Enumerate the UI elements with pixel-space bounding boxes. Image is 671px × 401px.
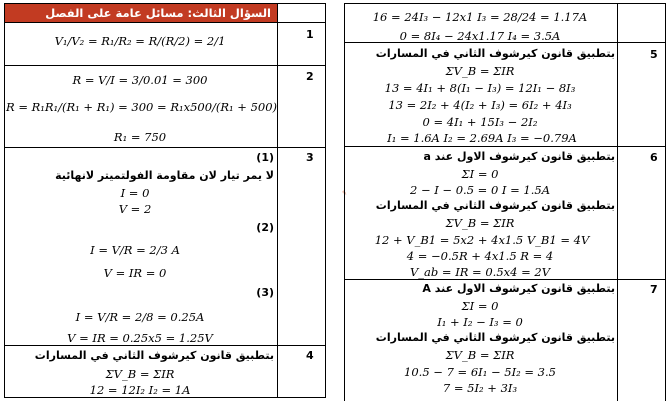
- equation-line: I = V/R = 2/3 A: [90, 243, 180, 257]
- equation-line: V₁/V₂ = R₁/R₂ = R/(R/2) = 2/1: [54, 34, 226, 48]
- equation-line: I₁ = 1.6A I₂ = 2.69A I₃ = −0.79A: [387, 131, 577, 145]
- equation-line: 4 = −0.5R + 4x1.5 R = 4: [406, 249, 554, 263]
- left-table-header: السؤال الثالث: مسائل عامة على الفصل: [5, 4, 277, 22]
- equation-line: ΣV_B = ΣIR: [445, 348, 515, 362]
- equation-line: 0 = 8I₄ − 24x1.17 I₄ = 3.5A: [399, 29, 561, 43]
- equation-line: 13 = 4I₁ + 8(I₁ − I₃) = 12I₁ − 8I₃: [384, 81, 576, 95]
- explanation-text: بتطبيق قانون كيرشوف الثاني في المسارات: [375, 47, 615, 60]
- equation-line: ΣI = 0: [461, 167, 499, 181]
- left-row-sep: [4, 345, 326, 346]
- row-number: 2: [306, 70, 314, 83]
- sub-label: (2): [256, 221, 274, 234]
- row-number: 6: [650, 151, 658, 164]
- explanation-text: بتطبيق قانون كيرشوف الاول عند A: [422, 282, 615, 295]
- right-row-sep: [344, 146, 666, 147]
- sub-label: (1): [256, 151, 274, 164]
- equation-line: I = V/R = 2/8 = 0.25A: [75, 310, 205, 324]
- equation-line: V = IR = 0.25x5 = 1.25V: [67, 331, 213, 345]
- explanation-text: بتطبيق قانون كيرشوف الثاني في المسارات: [375, 199, 615, 212]
- equation-line: 13 = 2I₂ + 4(I₂ + I₃) = 6I₂ + 4I₃: [388, 98, 572, 112]
- left-row-sep: [4, 147, 326, 148]
- equation-line: 2 − I − 0.5 = 0 I = 1.5A: [409, 183, 551, 197]
- equation-line: R₁ = 750: [113, 130, 167, 144]
- equation-line: I = 0: [120, 186, 150, 200]
- equation-line: ΣV_B = ΣIR: [445, 216, 515, 230]
- row-number: 1: [306, 28, 314, 41]
- equation-line: I₁ + I₂ − I₃ = 0: [437, 315, 523, 329]
- equation-line: 16 = 24I₃ − 12x1 I₃ = 28/24 = 1.17A: [372, 10, 588, 24]
- equation-line: 12 + V_B1 = 5x2 + 4x1.5 V_B1 = 4V: [374, 233, 590, 247]
- row-number: 4: [306, 349, 314, 362]
- equation-line: 7 = 5I₂ + 3I₃: [442, 381, 518, 395]
- equation-line: ΣI = 0: [461, 299, 499, 313]
- equation-line: 12 = 12I₂ I₂ = 1A: [89, 383, 191, 397]
- row-number: 5: [650, 48, 658, 61]
- equation-line: V_ab = IR = 0.5x4 = 2V: [409, 265, 551, 279]
- watermark: ✎: [342, 190, 348, 197]
- equation-line: V = 2: [118, 202, 152, 216]
- left-col-divider: [277, 3, 278, 398]
- equation-line: V = IR = 0: [103, 266, 167, 280]
- explanation-text: بتطبيق قانون كيرشوف الثاني في المسارات: [34, 349, 274, 362]
- left-row-sep: [4, 65, 326, 66]
- equation-line: R = R₁R₁/(R₁ + R₁) = 300 = R₁x500/(R₁ + 500): [6, 100, 278, 114]
- equation-line: 10.5 − 7 = 6I₁ − 5I₂ = 3.5: [404, 365, 556, 379]
- row-number: 7: [650, 283, 658, 296]
- row-number: 3: [306, 151, 314, 164]
- right-col-divider: [617, 3, 618, 401]
- explanation-text: بتطبيق قانون كيرشوف الثاني في المسارات: [375, 331, 615, 344]
- equation-line: ΣV_B = ΣIR: [445, 64, 515, 78]
- explanation-text: بتطبيق قانون كيرشوف الاول عند a: [423, 150, 615, 163]
- left-row-sep: [4, 22, 326, 23]
- equation-line: 0 = 4I₁ + 15I₃ − 2I₂: [422, 115, 538, 129]
- equation-line: ΣV_B = ΣIR: [105, 367, 175, 381]
- equation-line: R = V/I = 3/0.01 = 300: [72, 73, 208, 87]
- sub-label: (3): [256, 286, 274, 299]
- explanation-text: لا يمر تيار لان مقاومة الفولتميتر لانهائية: [55, 169, 274, 182]
- right-row-sep: [344, 279, 666, 280]
